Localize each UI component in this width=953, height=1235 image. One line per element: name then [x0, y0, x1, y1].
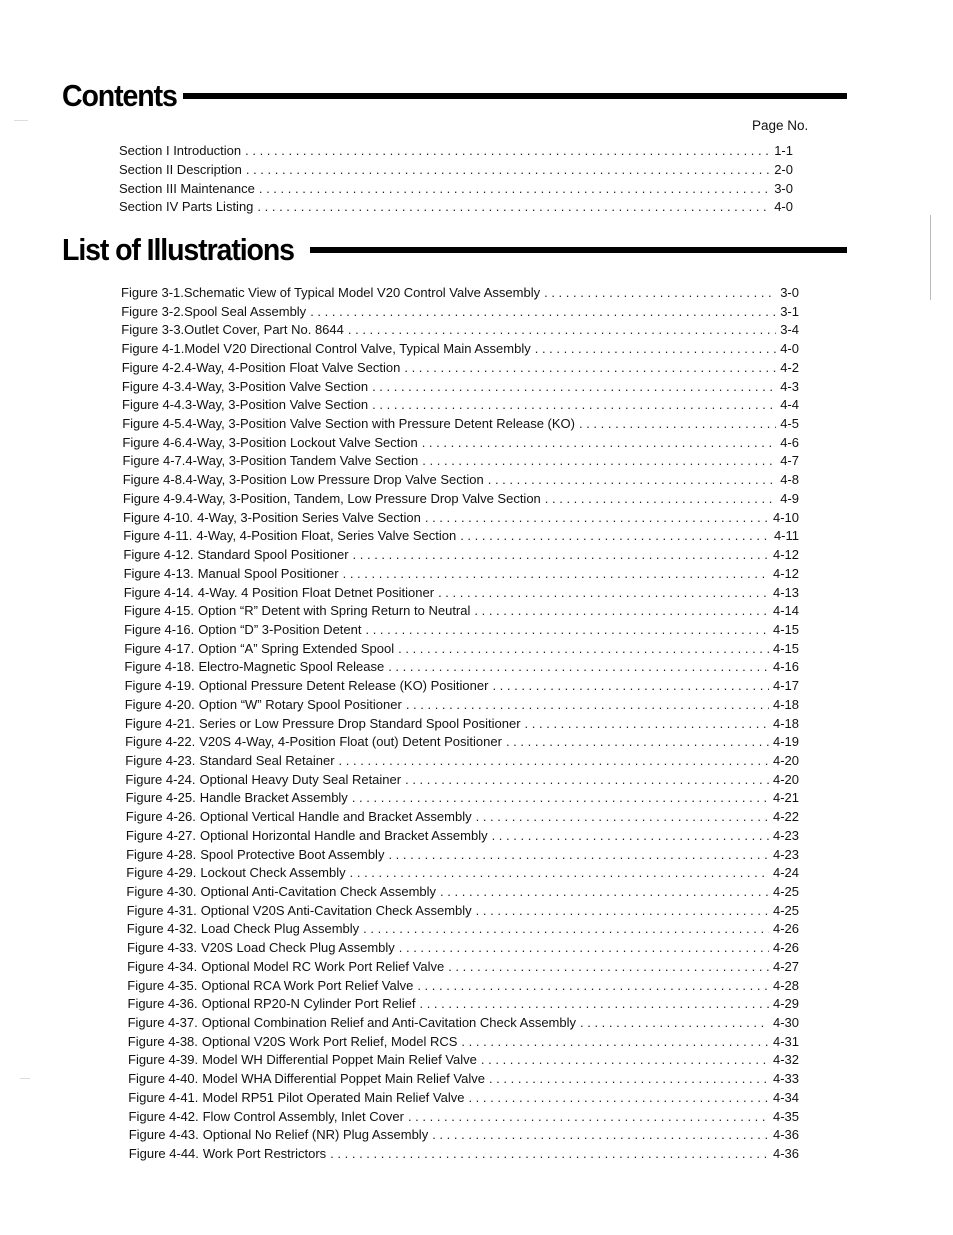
dot-leader: [579, 415, 776, 434]
page-number: 4-28: [772, 977, 799, 993]
dot-leader: [544, 284, 776, 303]
figure-number: Figure 4-2.: [121, 359, 185, 375]
section-entry: [119, 161, 793, 180]
figure-entry: [121, 509, 799, 528]
figure-entry: [121, 284, 799, 303]
figure-title: Optional RCA Work Port Relief Valve: [201, 977, 414, 993]
figure-title: Model WH Differential Poppet Main Relief Valve: [202, 1052, 477, 1068]
figure-title: 4-Way, 3-Position, Tandem, Low Pressure Drop Valve Section: [185, 490, 541, 506]
dot-leader: [339, 752, 769, 771]
dot-leader: [492, 677, 769, 696]
figure-number: Figure 4-19.: [124, 678, 195, 694]
figure-number: Figure 4-21.: [124, 715, 195, 731]
figure-title: Work Port Restrictors: [202, 1146, 327, 1162]
scan-mark: [14, 120, 28, 121]
page-number: 1-1: [774, 143, 793, 158]
page-number: 4-3: [780, 378, 799, 394]
figure-entry: [121, 396, 799, 415]
figure-title: Option “R” Detent with Spring Return to Neutral: [197, 603, 471, 619]
section-title: Section I Introduction: [119, 143, 242, 158]
dot-leader: [492, 827, 769, 846]
page-number: 4-0: [780, 341, 799, 357]
figure-entry: [121, 658, 799, 677]
sections-list: [119, 142, 793, 217]
page-number: 4-25: [772, 902, 799, 918]
figure-number: Figure 4-16.: [124, 621, 195, 637]
page-number: 4-15: [772, 640, 799, 656]
page-number: 4-18: [772, 715, 799, 731]
figure-entry: [121, 415, 799, 434]
figure-title: 4-Way, 3-Position Low Pressure Drop Valve Section: [185, 472, 484, 488]
page-number: 4-6: [780, 434, 799, 450]
dot-leader: [352, 789, 769, 808]
figure-entry: [121, 452, 799, 471]
page-number: 4-30: [772, 1015, 799, 1031]
dot-leader: [259, 180, 770, 199]
figure-number: Figure 4-22.: [125, 734, 196, 750]
dot-leader: [348, 321, 776, 340]
page-number: 4-19: [772, 734, 799, 750]
page-number: 4-32: [772, 1052, 799, 1068]
page-number: 4-15: [772, 621, 799, 637]
page-number: 4-13: [772, 584, 799, 600]
dot-leader: [488, 471, 776, 490]
dot-leader: [245, 142, 770, 161]
figure-entry: [121, 958, 799, 977]
figure-entry: [121, 677, 799, 696]
section-title: Section II Description: [119, 161, 242, 177]
figure-number: Figure 4-24.: [125, 771, 196, 787]
figure-title: Flow Control Assembly, Inlet Cover: [202, 1108, 404, 1124]
figure-number: Figure 4-40.: [128, 1071, 199, 1087]
figure-title: Option “W” Rotary Spool Positioner: [198, 696, 402, 712]
figure-number: Figure 4-5.: [122, 416, 186, 432]
figure-entry: [121, 902, 799, 921]
figure-title: V20S Load Check Plug Assembly: [201, 940, 395, 956]
figure-number: Figure 4-34.: [127, 958, 198, 974]
scan-mark: [930, 215, 931, 300]
page-number: 4-21: [772, 790, 799, 806]
page-number: 4-24: [772, 865, 799, 881]
figure-title: Option “A” Spring Extended Spool: [198, 640, 395, 656]
page-number: 4-17: [772, 678, 799, 694]
page-number: 4-23: [772, 827, 799, 843]
figure-entry: [121, 490, 799, 509]
dot-leader: [422, 452, 776, 471]
figure-entry: [121, 789, 799, 808]
figure-entry: [121, 471, 799, 490]
figure-number: Figure 4-32.: [126, 921, 197, 937]
figure-number: Figure 3-1.: [121, 285, 184, 300]
figure-number: Figure 3-2.: [121, 303, 185, 319]
page-number: 4-18: [772, 696, 799, 712]
figure-title: Optional RP20-N Cylinder Port Relief: [201, 996, 416, 1012]
figure-title: Optional V20S Anti-Cavitation Check Assembly: [200, 902, 472, 918]
dot-leader: [481, 1051, 769, 1070]
figure-entry: [121, 715, 799, 734]
figure-title: Optional Horizontal Handle and Bracket Assembly: [199, 827, 488, 843]
figure-title: Optional Combination Relief and Anti-Cavitation Check Assembly: [201, 1015, 576, 1031]
figure-number: Figure 4-18.: [124, 659, 195, 675]
page-number: 4-36: [772, 1127, 799, 1143]
figure-entry: [121, 827, 799, 846]
figure-number: Figure 4-25.: [125, 790, 196, 806]
dot-leader: [545, 490, 776, 509]
dot-leader: [372, 396, 776, 415]
figure-title: Optional V20S Work Port Relief, Model RCS: [201, 1033, 458, 1049]
figure-entry: [121, 1126, 799, 1145]
dot-leader: [448, 958, 769, 977]
heading-rule: [310, 247, 847, 253]
page-number: 4-20: [772, 771, 799, 787]
page-number: 4-34: [772, 1089, 799, 1105]
figure-title: Standard Spool Positioner: [197, 547, 349, 563]
page-number: 4-29: [772, 996, 799, 1012]
dot-leader: [525, 715, 769, 734]
figure-title: Spool Seal Assembly: [184, 303, 307, 319]
page-number: 4-9: [780, 490, 799, 506]
figure-number: Figure 4-26.: [125, 809, 196, 825]
figure-entry: [121, 546, 799, 565]
figure-number: Figure 4-20.: [124, 696, 195, 712]
dot-leader: [398, 640, 769, 659]
dot-leader: [476, 808, 769, 827]
dot-leader: [372, 378, 776, 397]
figure-title: Handle Bracket Assembly: [199, 790, 348, 806]
figure-number: Figure 4-15.: [123, 603, 194, 619]
figure-title: 4-Way, 3-Position Series Valve Section: [197, 509, 421, 525]
page-number: 4-10: [772, 509, 799, 525]
figure-title: Optional Model RC Work Port Relief Valve: [201, 958, 445, 974]
figure-entry: [121, 846, 799, 865]
figure-title: Optional Vertical Handle and Bracket Assembly: [199, 809, 472, 825]
dot-leader: [474, 602, 769, 621]
dot-leader: [425, 509, 769, 528]
dot-leader: [343, 565, 769, 584]
figure-entry: [121, 1033, 799, 1052]
figure-entry: [121, 1108, 799, 1127]
page-number: 3-1: [780, 303, 799, 319]
page-number: 4-4: [780, 397, 799, 413]
figure-number: Figure 4-28.: [126, 846, 197, 862]
figure-number: Figure 4-6.: [122, 434, 186, 450]
dot-leader: [399, 939, 769, 958]
dot-leader: [365, 621, 768, 640]
figure-title: Optional Heavy Duty Seal Retainer: [199, 771, 402, 787]
page-number: 4-35: [772, 1108, 799, 1124]
figure-entry: [121, 696, 799, 715]
contents-heading: Contents: [62, 78, 177, 113]
figure-number: Figure 4-11.: [123, 528, 193, 544]
figure-entry: [121, 640, 799, 659]
dot-leader: [406, 696, 769, 715]
figure-title: Lockout Check Assembly: [200, 865, 346, 881]
figure-number: Figure 4-8.: [122, 472, 186, 488]
figure-entry: [121, 565, 799, 584]
section-entry: [119, 198, 793, 217]
dot-leader: [310, 303, 776, 322]
page-number: 3-0: [774, 180, 793, 196]
scan-mark: [20, 1078, 30, 1079]
figure-entry: [121, 864, 799, 883]
figure-entry: [121, 808, 799, 827]
figure-entry: [121, 378, 799, 397]
dot-leader: [257, 198, 770, 217]
figure-title: V20S 4-Way, 4-Position Float (out) Detent Positioner: [199, 734, 502, 750]
figure-entry: [121, 995, 799, 1014]
page-number: 2-0: [774, 161, 793, 177]
figure-entry: [121, 527, 799, 546]
figure-title: 4-Way. 4 Position Float Detnet Positioner: [197, 584, 435, 600]
page-number: 4-16: [772, 659, 799, 675]
page-number: 4-31: [772, 1033, 799, 1049]
figure-number: Figure 4-9.: [122, 490, 186, 506]
figure-title: Optional Anti-Cavitation Check Assembly: [200, 884, 437, 899]
figure-entry: [121, 602, 799, 621]
page-number: 4-23: [772, 846, 799, 862]
figure-number: Figure 4-3.: [121, 378, 185, 394]
figure-title: 4-Way, 3-Position Valve Section: [184, 378, 369, 394]
dot-leader: [419, 995, 769, 1014]
figure-entry: [121, 1089, 799, 1108]
dot-leader: [388, 658, 769, 677]
figure-number: Figure 4-13.: [123, 565, 194, 581]
figure-number: Figure 4-42.: [128, 1108, 199, 1124]
figure-entry: [121, 752, 799, 771]
figure-entry: [121, 621, 799, 640]
section-entry: [119, 180, 793, 199]
figure-entry: [121, 1070, 799, 1089]
figure-title: Option “D” 3-Position Detent: [198, 621, 362, 637]
page-number: 4-33: [772, 1071, 799, 1087]
figure-number: Figure 4-29.: [126, 865, 197, 881]
page-number: 4-12: [772, 547, 799, 563]
figure-entry: [121, 1014, 799, 1033]
page-number: 4-26: [772, 921, 799, 937]
figure-entry: [121, 1145, 799, 1164]
dot-leader: [461, 1033, 769, 1052]
page-number: 4-2: [780, 359, 799, 375]
dot-leader: [363, 920, 769, 939]
figure-number: Figure 4-35.: [127, 977, 198, 993]
page-number: 4-26: [772, 940, 799, 956]
figure-title: 4-Way, 4-Position Float Valve Section: [184, 359, 401, 375]
figure-number: Figure 4-38.: [127, 1033, 198, 1049]
figure-title: 4-Way, 3-Position Valve Section with Pressure Detent Release (KO): [185, 416, 575, 432]
figure-number: Figure 3-3.: [121, 322, 185, 338]
dot-leader: [432, 1126, 769, 1145]
page-number: 4-0: [774, 199, 793, 215]
figure-title: Model RP51 Pilot Operated Main Relief Valve: [202, 1089, 465, 1105]
section-title: Section IV Parts Listing: [119, 199, 254, 215]
figure-number: Figure 4-4.: [122, 397, 185, 413]
heading-rule: [183, 93, 847, 99]
figure-title: 4-Way, 3-Position Lockout Valve Section: [185, 434, 418, 450]
figure-title: Series or Low Pressure Drop Standard Spool Positioner: [198, 715, 521, 731]
figure-title: Schematic View of Typical Model V20 Control Valve Assembly: [183, 285, 541, 300]
figure-title: 4-Way, 4-Position Float, Series Valve Section: [196, 528, 457, 544]
dot-leader: [388, 846, 769, 865]
figure-entry: [121, 1051, 799, 1070]
figure-title: Electro-Magnetic Spool Release: [198, 659, 385, 675]
figure-entry: [121, 584, 799, 603]
dot-leader: [438, 584, 769, 603]
dot-leader: [440, 883, 769, 902]
page-number: 4-20: [772, 752, 799, 768]
dot-leader: [350, 864, 769, 883]
dot-leader: [246, 161, 770, 180]
figure-number: Figure 4-1.: [121, 341, 185, 357]
figure-title: Model WHA Differential Poppet Main Relief Valve: [202, 1071, 485, 1087]
page-number: 4-12: [772, 565, 799, 581]
figure-entry: [121, 340, 799, 359]
dot-leader: [580, 1014, 769, 1033]
figure-entry: [121, 939, 799, 958]
dot-leader: [489, 1070, 769, 1089]
section-title: Section III Maintenance: [119, 180, 255, 196]
figure-title: 3-Way, 3-Position Valve Section: [184, 397, 369, 413]
page-number: 4-14: [772, 603, 799, 619]
page-number: 3-4: [780, 322, 799, 338]
figure-title: Spool Protective Boot Assembly: [200, 846, 385, 862]
page-number: 4-25: [772, 884, 799, 899]
figure-title: 4-Way, 3-Position Tandem Valve Section: [185, 453, 419, 469]
figure-number: Figure 4-44.: [128, 1146, 199, 1162]
figure-number: Figure 4-36.: [127, 996, 198, 1012]
page-number: 4-22: [772, 809, 799, 825]
figure-entry: [121, 733, 799, 752]
figure-entry: [121, 321, 799, 340]
figure-number: Figure 4-39.: [128, 1052, 199, 1068]
figure-entry: [121, 977, 799, 996]
dot-leader: [404, 359, 776, 378]
illustrations-heading-row: [62, 232, 847, 268]
page-number: 3-0: [780, 285, 799, 300]
figure-number: Figure 4-27.: [125, 827, 196, 843]
page-number: 4-8: [780, 472, 799, 488]
figure-number: Figure 4-7.: [122, 453, 186, 469]
dot-leader: [535, 340, 776, 359]
figure-title: Manual Spool Positioner: [197, 565, 339, 581]
dot-leader: [460, 527, 770, 546]
figure-number: Figure 4-33.: [127, 940, 198, 956]
contents-heading-row: [62, 78, 847, 114]
figure-number: Figure 4-23.: [125, 752, 196, 768]
dot-leader: [330, 1145, 769, 1164]
figure-entry: [121, 434, 799, 453]
figure-title: Optional Pressure Detent Release (KO) Positioner: [198, 678, 489, 694]
figure-title: Outlet Cover, Part No. 8644: [184, 322, 344, 338]
dot-leader: [422, 434, 777, 453]
dot-leader: [405, 771, 769, 790]
dot-leader: [353, 546, 769, 565]
page-number: 4-5: [780, 416, 799, 432]
figure-title: Standard Seal Retainer: [199, 752, 335, 768]
figure-entry: [121, 883, 799, 902]
dot-leader: [476, 902, 769, 921]
figure-number: Figure 4-14.: [123, 584, 194, 600]
figure-entry: [121, 920, 799, 939]
dot-leader: [468, 1089, 769, 1108]
dot-leader: [408, 1108, 769, 1127]
figure-entry: [121, 771, 799, 790]
page-number: 4-27: [772, 958, 799, 974]
figure-number: Figure 4-30.: [126, 884, 197, 899]
page-number: 4-11: [773, 528, 799, 544]
figure-number: Figure 4-31.: [126, 902, 197, 918]
figure-number: Figure 4-12.: [123, 547, 194, 563]
figure-title: Load Check Plug Assembly: [200, 921, 360, 937]
figures-list: [121, 284, 799, 1164]
figure-number: Figure 4-43.: [128, 1127, 199, 1143]
illustrations-heading: List of Illustrations: [62, 232, 294, 267]
figure-number: Figure 4-41.: [128, 1089, 199, 1105]
figure-title: Optional No Relief (NR) Plug Assembly: [202, 1127, 429, 1143]
section-entry: [119, 142, 793, 161]
dot-leader: [417, 977, 769, 996]
dot-leader: [506, 733, 769, 752]
page-number: 4-36: [772, 1146, 799, 1162]
page-number: 4-7: [780, 453, 799, 469]
page-no-header: Page No.: [752, 118, 809, 133]
figure-entry: [121, 303, 799, 322]
figure-entry: [121, 359, 799, 378]
figure-title: Model V20 Directional Control Valve, Typical Main Assembly: [184, 341, 531, 357]
figure-number: Figure 4-17.: [124, 640, 195, 656]
figure-number: Figure 4-10.: [123, 509, 194, 525]
figure-number: Figure 4-37.: [127, 1015, 198, 1031]
